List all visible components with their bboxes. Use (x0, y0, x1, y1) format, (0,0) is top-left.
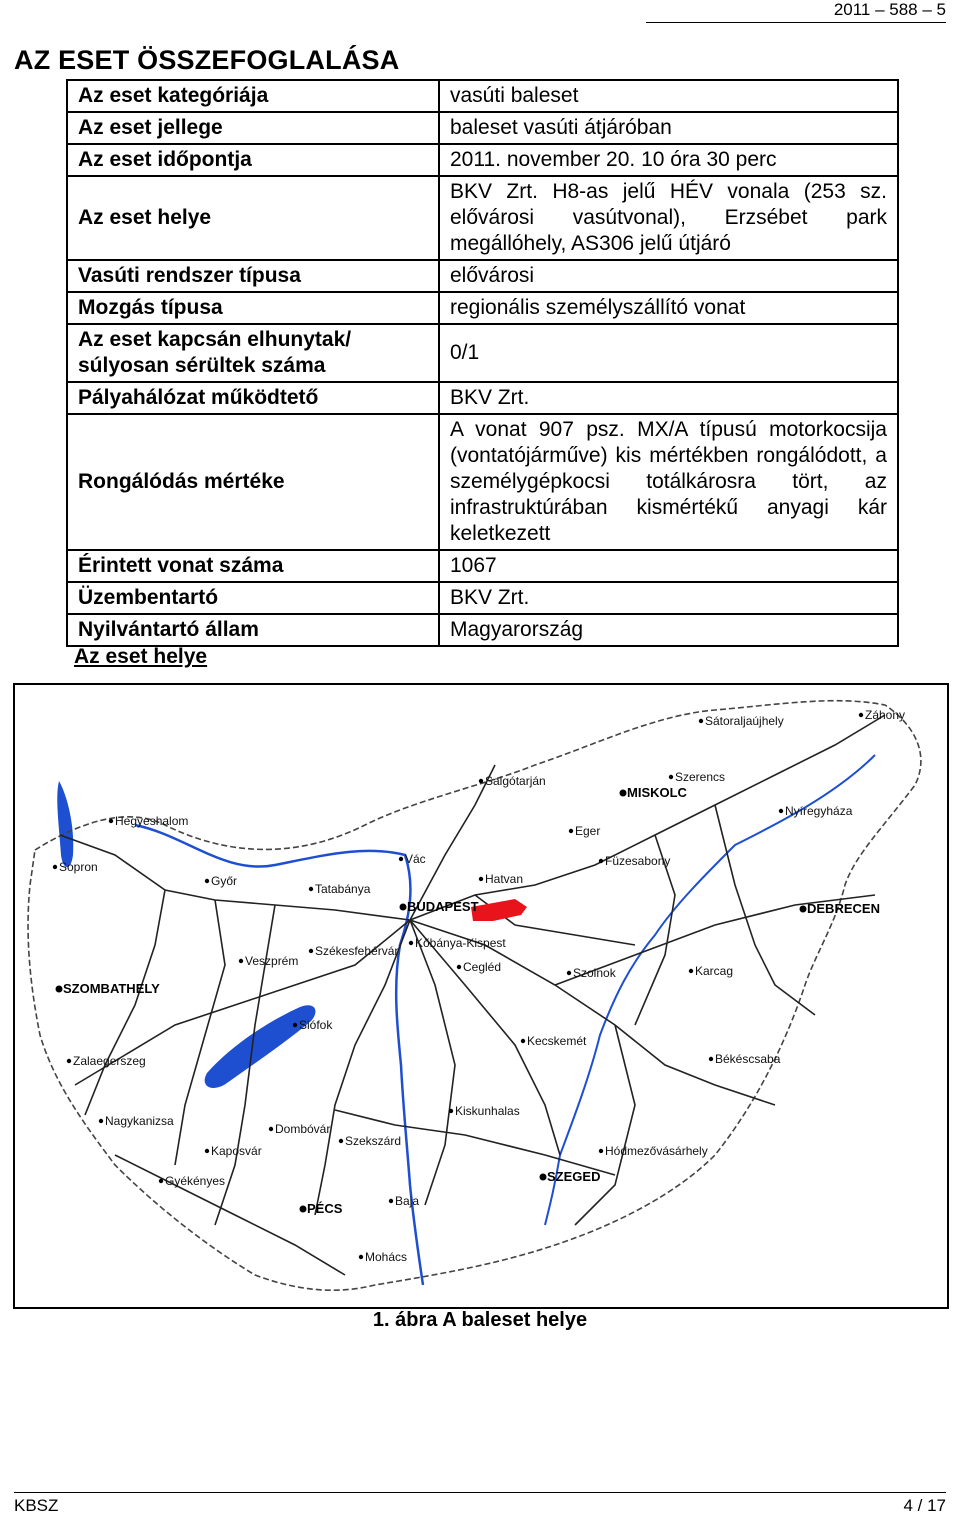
city-label-szekesfehervar: Székesfehérvár (315, 944, 399, 958)
city-dot (859, 713, 863, 717)
railway-lines (60, 715, 885, 1275)
city-label-sopron: Sopron (59, 860, 98, 874)
city-label-hodmezovasarhely: Hódmezővásárhely (605, 1144, 708, 1158)
city-dot (389, 1199, 393, 1203)
field-label: Üzembentartó (67, 582, 439, 614)
field-label: Az eset kapcsán elhunytak/ súlyosan sérültek száma (67, 324, 439, 382)
city-dot (339, 1139, 343, 1143)
table-row (67, 176, 898, 260)
city-label-nagykanizsa: Nagykanizsa (105, 1114, 174, 1128)
city-label-nyiregyhaza: Nyíregyháza (785, 804, 853, 818)
table-row (67, 614, 898, 646)
city-label-eger: Eger (575, 824, 601, 838)
city-dot (449, 1109, 453, 1113)
field-value: BKV Zrt. (439, 382, 898, 414)
field-value: vasúti baleset (439, 80, 898, 112)
field-value: regionális személyszállító vonat (439, 292, 898, 324)
city-dot (599, 859, 603, 863)
table-row (67, 144, 898, 176)
city-label-cegled: Cegléd (463, 960, 502, 974)
field-label: Az eset kategóriája (67, 80, 439, 112)
city-label-miskolc: MISKOLC (627, 785, 687, 800)
location-heading: Az eset helye (74, 645, 208, 668)
city-dot (409, 941, 413, 945)
page-number: 4 / 17 (903, 1496, 946, 1515)
city-label-dombovar: Dombóvár (275, 1122, 331, 1136)
city-dot (699, 719, 703, 723)
field-value: 2011. november 20. 10 óra 30 perc (439, 144, 898, 176)
city-dot (779, 809, 783, 813)
city-dot (709, 1057, 713, 1061)
city-dot (669, 775, 673, 779)
field-value: baleset vasúti átjáróban (439, 112, 898, 144)
city-dot (800, 906, 807, 913)
table-row (67, 260, 898, 292)
table-row (67, 414, 898, 550)
city-dot (479, 877, 483, 881)
city-dot (205, 879, 209, 883)
city-dot (309, 949, 313, 953)
table-row (67, 324, 898, 382)
city-label-debrecen: DEBRECEN (807, 901, 880, 916)
city-label-baja: Baja (395, 1194, 420, 1208)
city-label-tatabanya: Tatabánya (315, 882, 371, 896)
city-dot (293, 1023, 297, 1027)
city-dot (567, 971, 571, 975)
city-label-siofok: Siófok (299, 1018, 333, 1032)
city-label-kaposvar: Kaposvár (211, 1144, 262, 1158)
city-label-zalaegerszeg: Zalaegerszeg (73, 1054, 146, 1068)
city-dot (309, 887, 313, 891)
field-label: Az eset helye (67, 176, 439, 260)
city-label-satoraljaujhely: Sátoraljaújhely (705, 714, 784, 728)
city-label-szerencs: Szerencs (675, 770, 726, 784)
city-dot (540, 1174, 547, 1181)
document-reference: 2011 – 588 – 5 (646, 0, 946, 23)
figure-caption: 1. ábra A baleset helye (372, 1309, 588, 1331)
field-value: Magyarország (439, 614, 898, 646)
field-label: Mozgás típusa (67, 292, 439, 324)
city-label-bekescsaba: Békéscsaba (715, 1052, 781, 1066)
city-dot (53, 865, 57, 869)
field-value: 0/1 (439, 324, 898, 382)
city-label-veszprem: Veszprém (245, 954, 299, 968)
city-label-budapest: BUDAPEST (407, 899, 479, 914)
city-label-zahony: Záhony (865, 708, 906, 722)
field-value: 1067 (439, 550, 898, 582)
city-label-mohacs: Mohács (365, 1250, 408, 1264)
city-label-kecskemet: Kecskemét (527, 1034, 587, 1048)
field-label: Pályahálózat működtető (67, 382, 439, 414)
field-value: BKV Zrt. H8-as jelű HÉV vonala (253 sz. elővárosi vasútvonal), Erzsébet park megállóhely, AS306 jelű útjáró (439, 176, 898, 260)
city-dot (99, 1119, 103, 1123)
city-label-szolnok: Szolnok (573, 966, 616, 980)
city-dot (457, 965, 461, 969)
city-dot (599, 1149, 603, 1153)
city-label-szombathely: SZOMBATHELY (63, 981, 160, 996)
field-value: BKV Zrt. (439, 582, 898, 614)
city-label-kiskunhalas: Kiskunhalas (455, 1104, 520, 1118)
city-label-szeged: SZEGED (547, 1169, 601, 1184)
city-label-kobanya: Kőbánya-Kispest (415, 936, 506, 950)
city-label-hegyeshalom: Hegyeshalom (115, 814, 189, 828)
field-label: Vasúti rendszer típusa (67, 260, 439, 292)
city-dot (400, 904, 407, 911)
city-dot (689, 969, 693, 973)
field-label: Nyilvántartó állam (67, 614, 439, 646)
city-label-karcag: Karcag (695, 964, 734, 978)
city-dot (479, 779, 483, 783)
summary-table (66, 79, 899, 647)
footer-divider (14, 1492, 946, 1493)
city-dot (159, 1179, 163, 1183)
map-canvas (15, 685, 947, 1307)
city-dot (239, 959, 243, 963)
city-dot (399, 857, 403, 861)
danube-river (135, 825, 423, 1285)
table-row (67, 382, 898, 414)
field-value: A vonat 907 psz. MX/A típusú motorkocsija (vontatójárműve) kis mértékben rongálódott, a személygépkocsi totálkárosra tört, az infrastruktúrában kismértékű anyagi kár keletkezett (439, 414, 898, 550)
city-dot (569, 829, 573, 833)
footer-organization: KBSZ (14, 1496, 59, 1515)
city-label-vac: Vác (405, 852, 426, 866)
field-label: Az eset időpontja (67, 144, 439, 176)
city-dot (56, 986, 63, 993)
city-dot (359, 1255, 363, 1259)
field-value: elővárosi (439, 260, 898, 292)
city-dot (269, 1127, 273, 1131)
table-row (67, 80, 898, 112)
city-label-pecs: PÉCS (307, 1201, 343, 1216)
table-row (67, 582, 898, 614)
city-label-szekszard: Szekszárd (345, 1134, 402, 1148)
field-label: Rongálódás mértéke (67, 414, 439, 550)
city-label-salgotarjan: Salgótarján (485, 774, 546, 788)
accident-location-marker (471, 899, 527, 921)
field-label: Az eset jellege (67, 112, 439, 144)
field-label: Érintett vonat száma (67, 550, 439, 582)
city-dot (205, 1149, 209, 1153)
page-title: AZ ESET ÖSSZEFOGLALÁSA (14, 45, 400, 75)
city-label-gyekenyes: Gyékényes (165, 1174, 226, 1188)
railway-network-map (13, 683, 949, 1309)
city-dot (300, 1206, 307, 1213)
city-dot (67, 1059, 71, 1063)
city-dot (620, 790, 627, 797)
city-label-fuzesabony: Füzesabony (605, 854, 671, 868)
table-row (67, 112, 898, 144)
table-row (67, 550, 898, 582)
city-label-gyor: Győr (211, 874, 238, 888)
city-label-hatvan: Hatvan (485, 872, 524, 886)
city-dot (109, 819, 113, 823)
table-row (67, 292, 898, 324)
lake-ferto (57, 781, 73, 867)
city-dot (521, 1039, 525, 1043)
